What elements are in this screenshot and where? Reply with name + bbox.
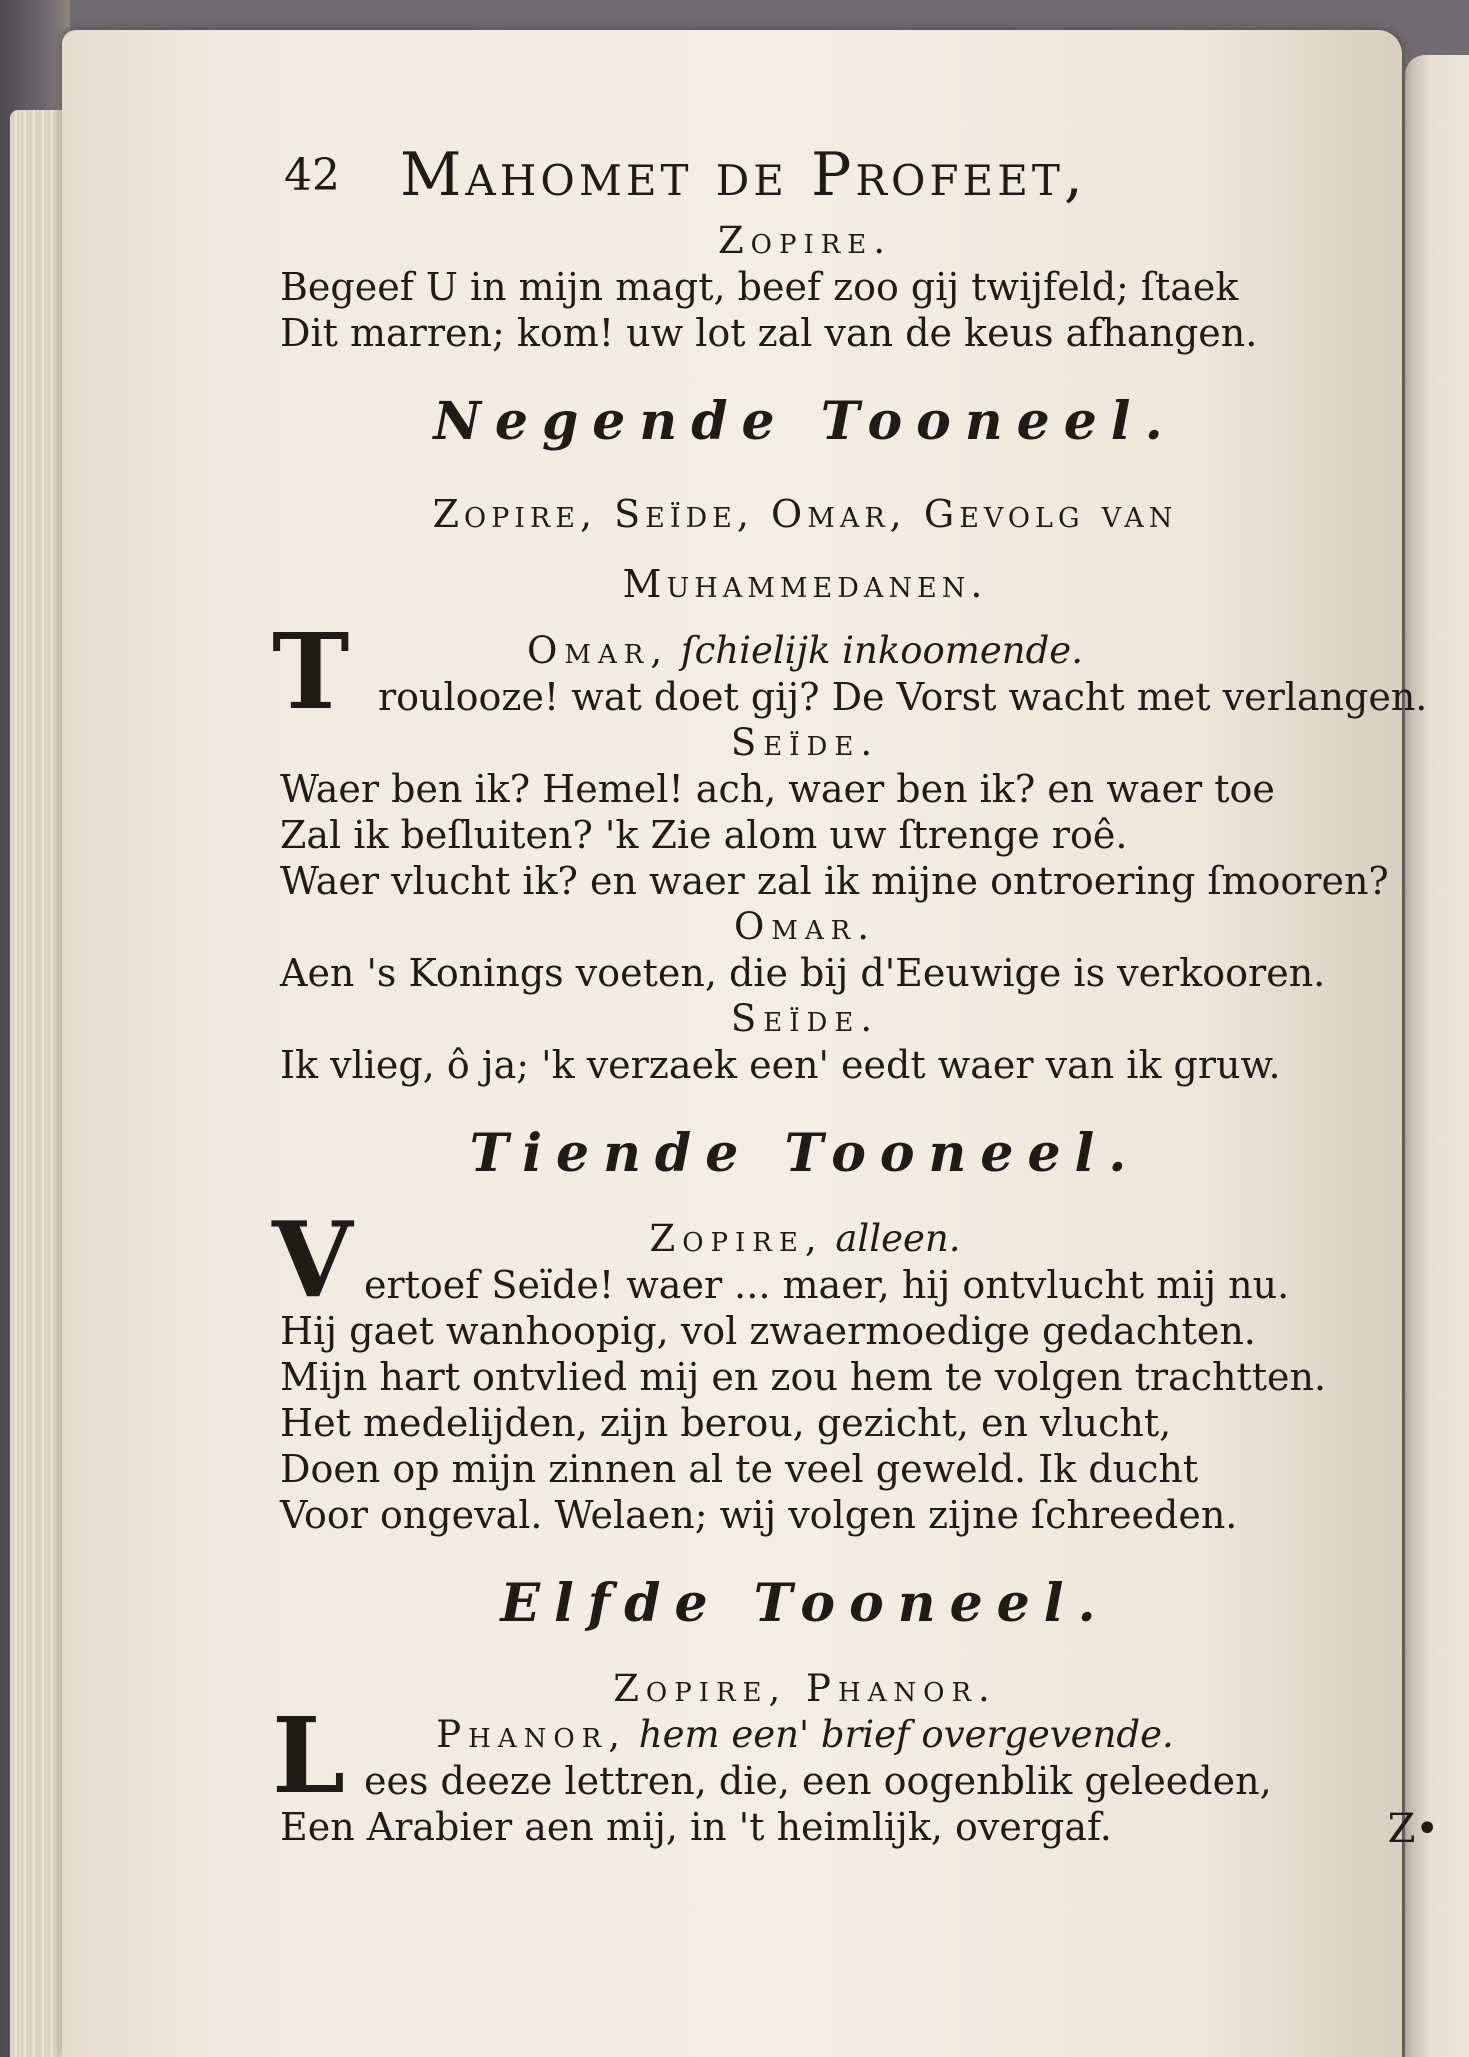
page-header bbox=[280, 140, 1330, 218]
catchword: Z• bbox=[1387, 1806, 1439, 1852]
page-number: 42 bbox=[284, 150, 340, 201]
cast-list-cont: Muhammedanen. bbox=[622, 562, 988, 606]
verse-line: Dit marren; kom! uw lot zal van de keus afhangen. bbox=[280, 311, 1258, 355]
text-block bbox=[272, 140, 1428, 1850]
scene-title-tiende: Tiende Tooneel. bbox=[469, 1123, 1141, 1184]
speaker-omar: Omar. bbox=[733, 905, 877, 948]
verse-line: Hij gaet wanhoopig, vol zwaermoedige gedachten. bbox=[280, 1309, 1256, 1353]
verse-line: Aen 's Konings voeten, die bij d'Eeuwige is verkooren. bbox=[280, 951, 1326, 995]
verse-line: Zal ik beſluiten? 'k Zie alom uw ſtrenge roê. bbox=[280, 813, 1128, 857]
scene-title-elfde: Elfde Tooneel. bbox=[500, 1573, 1110, 1634]
verse-line: Waer vlucht ik? en waer zal ik mijne ontroering ſmooren? bbox=[280, 859, 1389, 903]
scene-title-negende: Negende Tooneel. bbox=[433, 391, 1177, 452]
stage-direction: ſchielijk inkoomende. bbox=[680, 629, 1083, 672]
verse-line: ertoef Seïde! waer ... maer, hij ontvlucht mij nu. bbox=[364, 1263, 1290, 1307]
verse-line: Voor ongeval. Welaen; wij volgen zijne ſchreeden. bbox=[280, 1493, 1238, 1537]
running-title: Mahomet de Profeet, bbox=[400, 140, 1087, 210]
verse-line: ees deeze lettren, die, een oogenblik geleeden, bbox=[364, 1759, 1272, 1803]
verse-line: Begeef U in mijn magt, beef zoo gij twijfeld; ſtaek bbox=[280, 265, 1239, 309]
drop-cap: T bbox=[272, 610, 350, 733]
speaker-seide: Seïde. bbox=[730, 997, 880, 1040]
zopire-monologue bbox=[272, 1198, 1330, 1321]
drop-cap: V bbox=[272, 1198, 353, 1321]
speaker-zopire: Zopire. bbox=[717, 219, 893, 262]
cast-list: Zopire, Seïde, Omar, Gevolg van bbox=[432, 492, 1178, 536]
speaker-seide: Seïde. bbox=[730, 721, 880, 764]
scene-9 bbox=[272, 390, 1428, 1088]
verse-line: Waer ben ik? Hemel! ach, waer ben ik? en waer toe bbox=[280, 767, 1275, 811]
omar-speech bbox=[272, 610, 1428, 733]
stage-direction: hem een' brief overgevende. bbox=[638, 1713, 1174, 1756]
verse-line: Het medelijden, zijn berou, gezicht, en vlucht, bbox=[280, 1401, 1172, 1445]
speaker-omar: Omar, bbox=[527, 629, 670, 672]
speaker-zopire: Zopire, bbox=[649, 1217, 824, 1260]
scene-10 bbox=[272, 1122, 1330, 1538]
scene-8-end bbox=[280, 218, 1330, 356]
scene-11 bbox=[272, 1572, 1330, 1850]
verse-line: Doen op mijn zinnen al te veel geweld. Ik ducht bbox=[280, 1447, 1199, 1491]
speaker-phanor: Phanor, bbox=[436, 1713, 627, 1756]
verse-line: Ik vlieg, ô ja; 'k verzaek een' eedt waer van ik gruw. bbox=[280, 1043, 1281, 1087]
verse-line: Een Arabier aen mij, in 't heimlijk, overgaf. bbox=[280, 1805, 1112, 1849]
phanor-speech bbox=[272, 1694, 1330, 1817]
verse-line: roulooze! wat doet gij? De Vorst wacht met verlangen. bbox=[378, 675, 1428, 719]
cast-list: Zopire, Phanor. bbox=[613, 1667, 997, 1710]
facing-page-edge bbox=[1405, 55, 1469, 2057]
verse-line: Mijn hart ontvlied mij en zou hem te volgen trachtten. bbox=[280, 1355, 1327, 1399]
drop-cap: L bbox=[272, 1694, 346, 1817]
stage-direction: alleen. bbox=[835, 1217, 961, 1260]
